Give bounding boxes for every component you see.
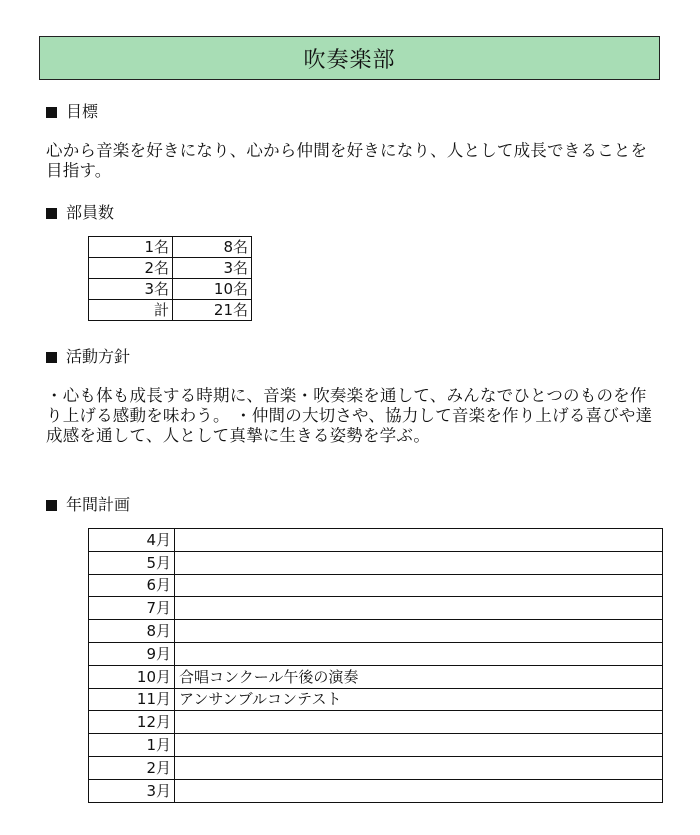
section-heading-members-label: 部員数 — [66, 203, 115, 222]
annual-month-cell: 2月 — [89, 756, 175, 779]
square-bullet-icon — [46, 107, 57, 118]
annual-event-cell — [175, 756, 663, 779]
section-heading-policy-label: 活動方針 — [66, 347, 131, 366]
members-table — [88, 236, 252, 321]
annual-month-cell: 3月 — [89, 779, 175, 802]
annual-event-cell — [175, 642, 663, 665]
annual-event-cell: アンサンブルコンテスト — [175, 688, 663, 711]
annual-plan-row — [89, 688, 663, 711]
annual-event-cell — [175, 734, 663, 757]
annual-month-cell: 12月 — [89, 711, 175, 734]
page-title: 吹奏楽部 — [303, 47, 396, 73]
annual-event-cell — [175, 574, 663, 597]
annual-event-cell — [175, 620, 663, 643]
section-heading-annual-label: 年間計画 — [66, 495, 131, 514]
goal-text: 心から音楽を好きになり、心から仲間を好きになり、人として成長できることを目指す。 — [46, 141, 648, 180]
annual-plan-row — [89, 597, 663, 620]
annual-month-cell: 5月 — [89, 551, 175, 574]
annual-month-cell: 4月 — [89, 529, 175, 552]
annual-plan-row — [89, 665, 663, 688]
section-heading-annual — [46, 495, 130, 515]
annual-plan-row — [89, 734, 663, 757]
annual-plan-row — [89, 756, 663, 779]
square-bullet-icon — [46, 208, 57, 219]
members-table-row — [89, 237, 252, 258]
annual-month-cell: 11月 — [89, 688, 175, 711]
annual-event-cell — [175, 597, 663, 620]
annual-plan-row — [89, 779, 663, 802]
annual-plan-row — [89, 620, 663, 643]
title-banner — [39, 36, 660, 80]
members-count-cell: 10名 — [173, 279, 252, 300]
members-table-row — [89, 300, 252, 321]
square-bullet-icon — [46, 500, 57, 511]
policy-text: ・心も体も成長する時期に、音楽・吹奏楽を通して、みんなでひとつのものを作り上げる感動を味わう。 ・仲間の大切さや、協力して音楽を作り上げる喜びや達成感を通して、人として真摯に生きる姿勢を学ぶ。 — [46, 386, 653, 445]
annual-plan-row — [89, 711, 663, 734]
annual-plan-table — [88, 528, 663, 803]
annual-plan-row — [89, 529, 663, 552]
annual-month-cell: 8月 — [89, 620, 175, 643]
members-grade-cell: 計 — [89, 300, 173, 321]
annual-month-cell: 6月 — [89, 574, 175, 597]
members-table-row — [89, 279, 252, 300]
members-count-cell: 21名 — [173, 300, 252, 321]
annual-event-cell — [175, 551, 663, 574]
members-count-cell: 3名 — [173, 258, 252, 279]
annual-plan-row — [89, 642, 663, 665]
members-grade-cell: 2名 — [89, 258, 173, 279]
section-heading-policy — [46, 347, 130, 367]
members-grade-cell: 1名 — [89, 237, 173, 258]
annual-plan-row — [89, 574, 663, 597]
annual-month-cell: 7月 — [89, 597, 175, 620]
annual-event-cell — [175, 779, 663, 802]
annual-month-cell: 9月 — [89, 642, 175, 665]
members-grade-cell: 3名 — [89, 279, 173, 300]
annual-month-cell: 1月 — [89, 734, 175, 757]
annual-event-cell — [175, 711, 663, 734]
annual-event-cell — [175, 529, 663, 552]
section-heading-members — [46, 203, 114, 223]
annual-month-cell: 10月 — [89, 665, 175, 688]
section-heading-goal — [46, 102, 98, 122]
annual-plan-row — [89, 551, 663, 574]
members-count-cell: 8名 — [173, 237, 252, 258]
annual-event-cell: 合唱コンクール午後の演奏 — [175, 665, 663, 688]
section-heading-goal-label: 目標 — [66, 102, 99, 121]
square-bullet-icon — [46, 352, 57, 363]
members-table-row — [89, 258, 252, 279]
